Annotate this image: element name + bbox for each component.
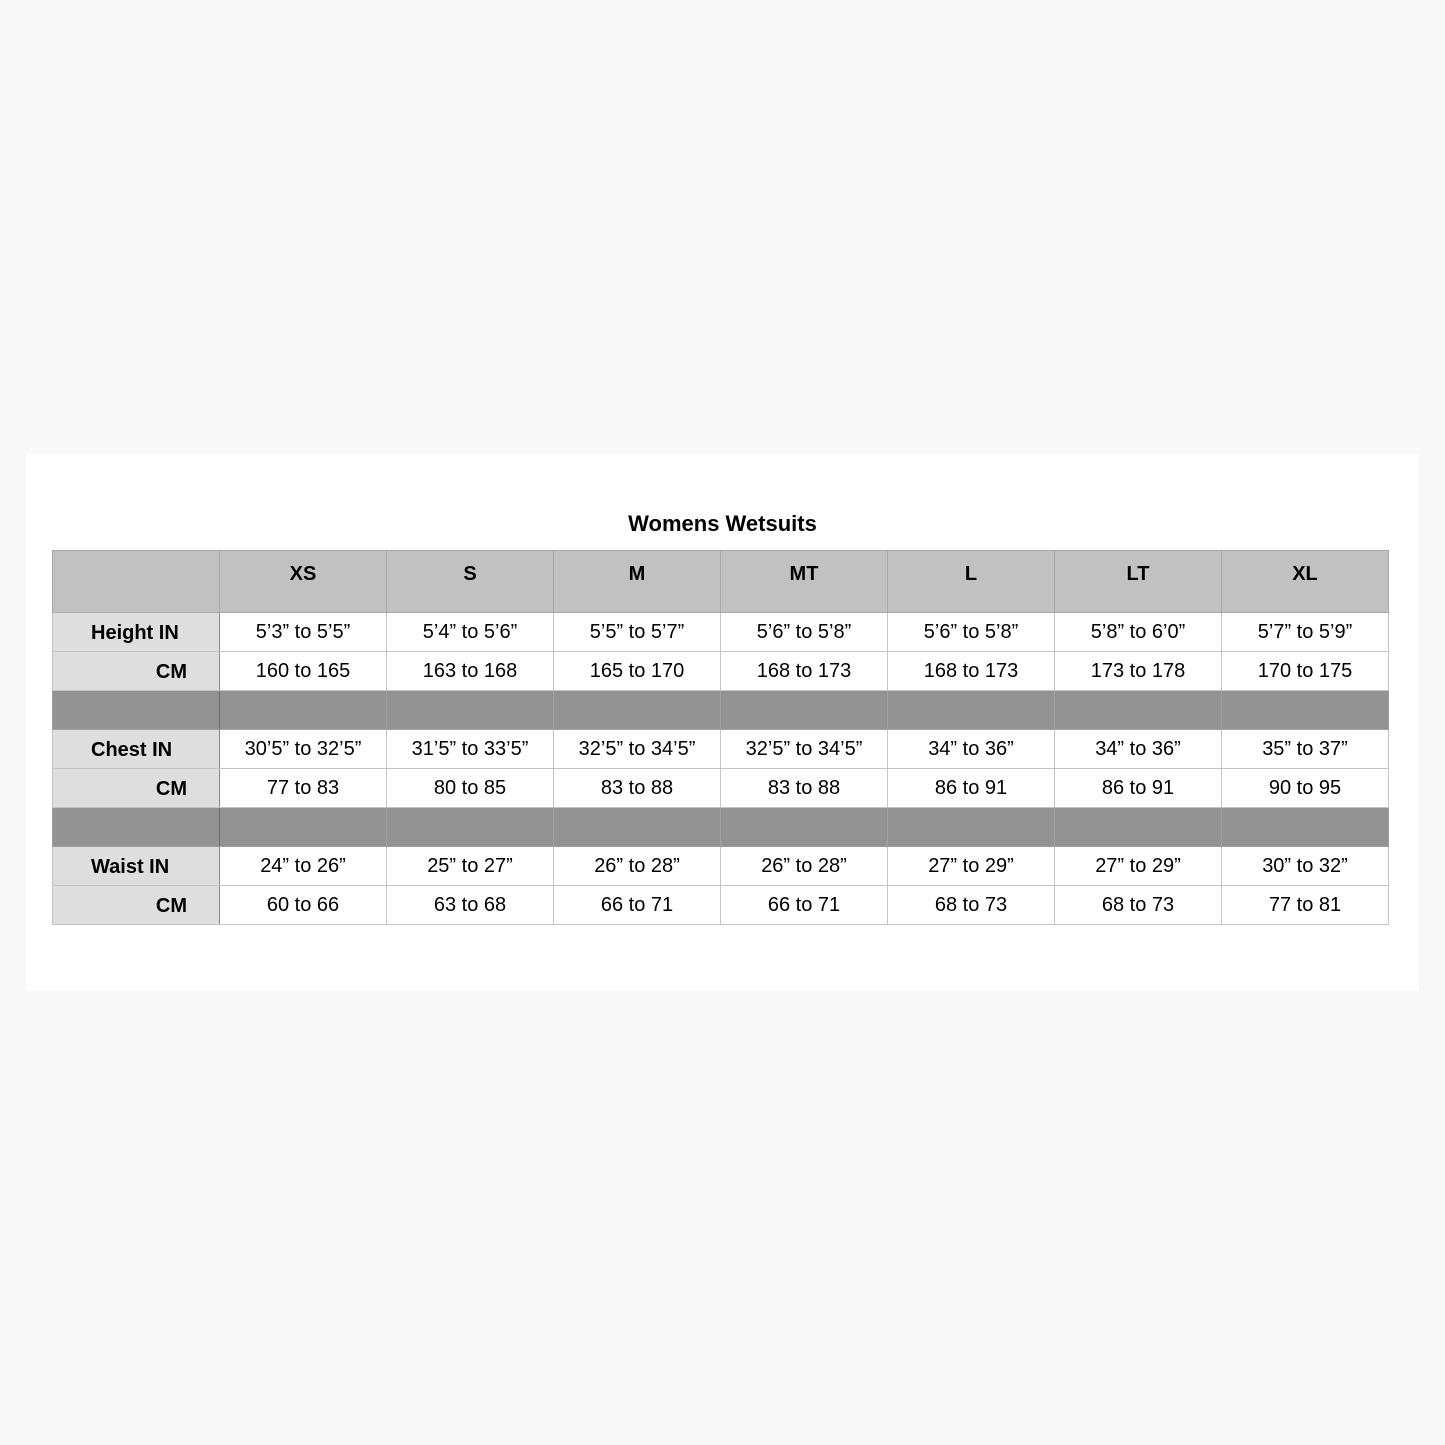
table-cell: 26” to 28”: [554, 847, 721, 886]
separator-cell: [1055, 808, 1222, 847]
separator-cell: [220, 691, 387, 730]
table-row: [53, 886, 1389, 925]
table-cell: 86 to 91: [888, 769, 1055, 808]
separator-cell: [888, 808, 1055, 847]
row-label: CM: [53, 769, 220, 808]
table-cell: 77 to 81: [1222, 886, 1389, 925]
table-row: [53, 652, 1389, 691]
row-label: Chest IN: [53, 730, 220, 769]
separator-cell: [220, 808, 387, 847]
size-header-row: [53, 551, 1389, 613]
table-cell: 168 to 173: [888, 652, 1055, 691]
table-cell: 63 to 68: [387, 886, 554, 925]
table-cell: 31’5” to 33’5”: [387, 730, 554, 769]
table-cell: 5’5” to 5’7”: [554, 613, 721, 652]
table-cell: 5’3” to 5’5”: [220, 613, 387, 652]
size-header-l: L: [888, 551, 1055, 613]
table-cell: 34” to 36”: [1055, 730, 1222, 769]
group-separator-row: [53, 808, 1389, 847]
table-cell: 30” to 32”: [1222, 847, 1389, 886]
table-cell: 27” to 29”: [888, 847, 1055, 886]
table-cell: 86 to 91: [1055, 769, 1222, 808]
table-cell: 77 to 83: [220, 769, 387, 808]
table-cell: 5’8” to 6’0”: [1055, 613, 1222, 652]
table-cell: 165 to 170: [554, 652, 721, 691]
table-cell: 90 to 95: [1222, 769, 1389, 808]
table-row: [53, 613, 1389, 652]
row-label: CM: [53, 886, 220, 925]
size-header-m: M: [554, 551, 721, 613]
separator-cell: [721, 691, 888, 730]
separator-cell: [888, 691, 1055, 730]
separator-cell: [554, 808, 721, 847]
table-cell: 5’6” to 5’8”: [721, 613, 888, 652]
table-cell: 5’4” to 5’6”: [387, 613, 554, 652]
table-cell: 168 to 173: [721, 652, 888, 691]
size-header-xl: XL: [1222, 551, 1389, 613]
table-cell: 32’5” to 34’5”: [721, 730, 888, 769]
separator-cell: [1055, 691, 1222, 730]
size-chart-table: [52, 550, 1389, 925]
row-label: Height IN: [53, 613, 220, 652]
size-header-xs: XS: [220, 551, 387, 613]
table-cell: 5’7” to 5’9”: [1222, 613, 1389, 652]
table-cell: 83 to 88: [554, 769, 721, 808]
table-row: [53, 847, 1389, 886]
size-header-s: S: [387, 551, 554, 613]
table-cell: 173 to 178: [1055, 652, 1222, 691]
table-cell: 34” to 36”: [888, 730, 1055, 769]
separator-cell: [387, 691, 554, 730]
separator-cell: [721, 808, 888, 847]
size-header-mt: MT: [721, 551, 888, 613]
header-corner-cell: [53, 551, 220, 613]
table-cell: 24” to 26”: [220, 847, 387, 886]
separator-cell: [554, 691, 721, 730]
row-label: CM: [53, 652, 220, 691]
table-cell: 5’6” to 5’8”: [888, 613, 1055, 652]
table-row: [53, 730, 1389, 769]
row-label: Waist IN: [53, 847, 220, 886]
table-cell: 66 to 71: [721, 886, 888, 925]
table-cell: 32’5” to 34’5”: [554, 730, 721, 769]
size-chart-body: [53, 551, 1389, 925]
separator-cell: [53, 691, 220, 730]
separator-cell: [387, 808, 554, 847]
table-cell: 80 to 85: [387, 769, 554, 808]
table-cell: 163 to 168: [387, 652, 554, 691]
group-separator-row: [53, 691, 1389, 730]
table-row: [53, 769, 1389, 808]
separator-cell: [1222, 691, 1389, 730]
table-cell: 68 to 73: [888, 886, 1055, 925]
table-cell: 60 to 66: [220, 886, 387, 925]
table-title: Womens Wetsuits: [628, 511, 817, 536]
table-cell: 170 to 175: [1222, 652, 1389, 691]
table-cell: 27” to 29”: [1055, 847, 1222, 886]
table-cell: 160 to 165: [220, 652, 387, 691]
size-header-lt: LT: [1055, 551, 1222, 613]
table-cell: 25” to 27”: [387, 847, 554, 886]
table-cell: 30’5” to 32’5”: [220, 730, 387, 769]
table-cell: 83 to 88: [721, 769, 888, 808]
separator-cell: [53, 808, 220, 847]
table-cell: 35” to 37”: [1222, 730, 1389, 769]
table-cell: 68 to 73: [1055, 886, 1222, 925]
separator-cell: [1222, 808, 1389, 847]
table-cell: 66 to 71: [554, 886, 721, 925]
table-cell: 26” to 28”: [721, 847, 888, 886]
